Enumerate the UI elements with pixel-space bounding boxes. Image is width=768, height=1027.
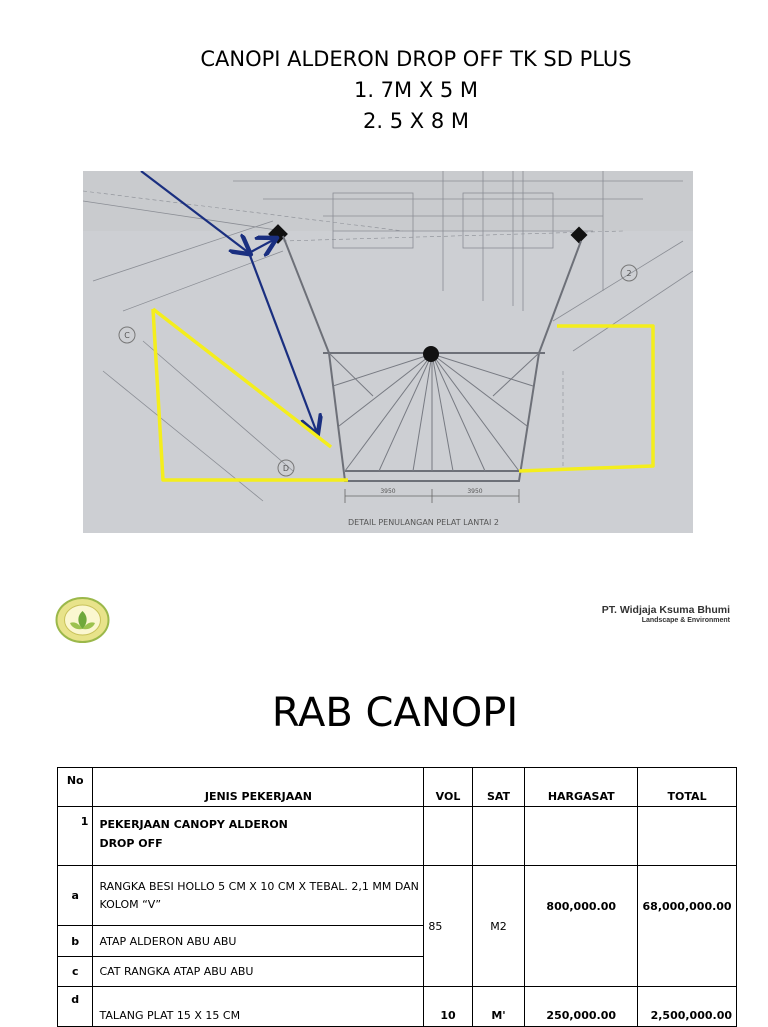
group-hargasat: 800,000.00 [525, 866, 638, 987]
header-hargasat: HARGASAT [525, 768, 638, 807]
header-no: No [58, 768, 93, 807]
company-tagline: Landscape & Environment [641, 617, 730, 624]
title-line-1: CANOPI ALDERON DROP OFF TK SD PLUS [200, 47, 632, 71]
table-row [58, 987, 737, 1027]
group-total: 68,000,000.00 [638, 866, 737, 987]
group-vol: 85 [424, 866, 472, 987]
section-title [93, 807, 424, 866]
header-vol: VOL [424, 768, 472, 807]
rab-title: RAB CANOPI [271, 690, 519, 736]
drawing-photo [83, 171, 693, 533]
company-info [602, 604, 730, 624]
title-line-2: 1. 7M X 5 M [353, 78, 479, 102]
row-sat: M' [472, 987, 525, 1027]
row-no: a [58, 866, 93, 926]
company-name: PT. Widjaja Ksuma Bhumi [601, 604, 730, 616]
group-sat: M2 [472, 866, 525, 987]
header-total: TOTAL [638, 768, 737, 807]
row-no: d [58, 987, 93, 1027]
row-vol: 10 [424, 987, 472, 1027]
document-title [0, 44, 768, 137]
row-desc: ATAP ALDERON ABU ABU [93, 926, 424, 957]
row-hargasat: 250,000.00 [525, 987, 638, 1027]
company-logo [55, 597, 110, 643]
header-sat: SAT [472, 768, 525, 807]
row-desc: CAT RANGKA ATAP ABU ABU [93, 957, 424, 987]
title-line-3: 2. 5 X 8 M [363, 109, 469, 133]
row-no: c [58, 957, 93, 987]
grid-mark-d: D [282, 464, 290, 473]
dimension-left: 3950 [380, 488, 396, 495]
grid-mark-2: 2 [626, 269, 632, 278]
rab-table [57, 767, 737, 1027]
table-row [58, 807, 737, 866]
row-desc: TALANG PLAT 15 X 15 CM [93, 987, 424, 1027]
section-no: 1 [58, 807, 93, 866]
table-row [58, 866, 737, 926]
dimension-right: 3950 [467, 488, 483, 495]
table-header-row [58, 768, 737, 807]
header-jenis-pekerjaan: JENIS PEKERJAAN [93, 768, 424, 807]
grid-mark-c: C [124, 331, 130, 340]
row-no: b [58, 926, 93, 957]
section-title-line-1: PEKERJAAN CANOPY ALDERON [99, 818, 288, 831]
section-title-line-2: DROP OFF [99, 837, 163, 850]
row-desc: RANGKA BESI HOLLO 5 CM X 10 CM X TEBAL. 2,1 MM DAN KOLOM “V” [93, 866, 424, 926]
row-total: 2,500,000.00 [638, 987, 737, 1027]
drawing-caption: DETAIL PENULANGAN PELAT LANTAI 2 [348, 518, 499, 527]
